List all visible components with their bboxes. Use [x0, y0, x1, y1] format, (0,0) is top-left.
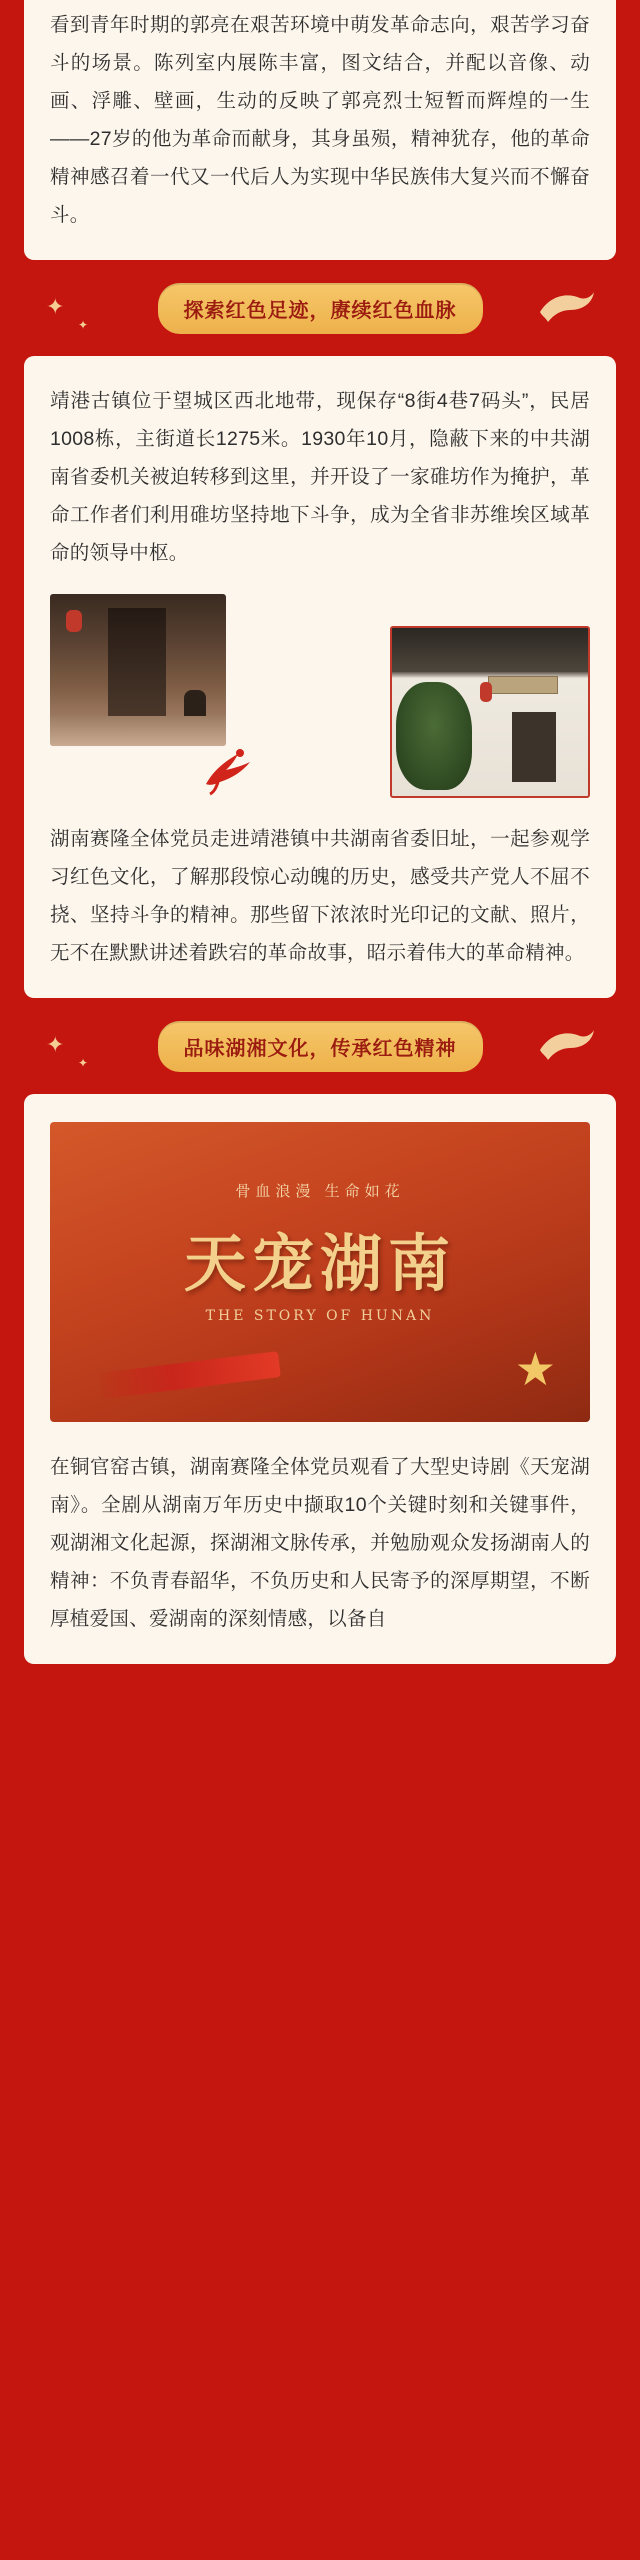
building-sign — [488, 676, 558, 694]
section-heading-2-label: 品味湖湘文化，传承红色精神 — [158, 1021, 483, 1072]
flying-figure-seal-icon — [200, 744, 254, 796]
drama-poster — [50, 1122, 590, 1422]
section-1-paragraph-2: 湖南赛隆全体党员走进靖港镇中共湖南省委旧址，一起参观学习红色文化，了解那段惊心动魄的历史，感受共产党人不屈不挠、坚持斗争的精神。那些留下浓浓时光印记的文献、照片，无不在默默讲述着跌宕的革命故事，昭示着伟大的革命精神。 — [50, 828, 590, 964]
dove-icon — [536, 1024, 596, 1064]
bottom-spacer — [0, 1664, 640, 1682]
ground-shape — [50, 716, 226, 746]
dove-icon — [536, 286, 596, 326]
section-2-card — [24, 1094, 616, 1664]
door-shape — [512, 712, 556, 782]
intro-paragraph: 看到青年时期的郭亮在艰苦环境中萌发革命志向，艰苦学习奋斗的场景。陈列室内展陈丰富，图文结合，并配以音像、动画、浮雕、壁画，生动的反映了郭亮烈士短暂而辉煌的一生——27岁的他为革命而献身，其身虽殒，精神犹存，他的革命精神感召着一代又一代后人为实现中华民族伟大复兴而不懈奋斗。 — [50, 14, 590, 226]
photo-jinggang-street — [50, 594, 226, 746]
lantern-shape — [480, 682, 492, 702]
poster-title: 天宠湖南 — [183, 1227, 456, 1300]
star-icon: ★ — [514, 1343, 556, 1395]
lantern-shape — [66, 610, 82, 632]
section-heading-1 — [0, 260, 640, 356]
poster-english-title: THE STORY OF HUNAN — [205, 1308, 435, 1324]
sparkle-icon: ✦ — [46, 294, 65, 319]
roof-shape — [392, 628, 588, 672]
spacer — [50, 1422, 590, 1448]
photo-provincial-committee-site — [390, 626, 590, 798]
intro-card — [24, 0, 616, 260]
ribbon-decoration — [99, 1351, 281, 1399]
poster-top-line: 骨血浪漫 生命如花 — [235, 1183, 405, 1200]
sparkle-icon: ✦ — [78, 1056, 89, 1070]
section-1-image-row — [50, 594, 590, 794]
section-2-paragraph-1: 在铜官窑古镇，湖南赛隆全体党员观看了大型史诗剧《天宠湖南》。全剧从湖南万年历史中撷取10个关键时刻和关键事件，观湖湘文化起源，探湖湘文脉传承，并勉励观众发扬湖南人的精神：不负青春韶华，不负历史和人民寄予的深厚期望，不断厚植爱国、爱湖南的深刻情感，以备自 — [50, 1456, 590, 1630]
section-heading-2 — [0, 998, 640, 1094]
section-1-card — [24, 356, 616, 998]
sparkle-icon: ✦ — [78, 318, 89, 332]
section-heading-1-label: 探索红色足迹，赓续红色血脉 — [158, 283, 483, 334]
doorway-shape — [108, 608, 166, 716]
section-1-paragraph-1: 靖港古镇位于望城区西北地带，现保存“8街4巷7码头”，民居1008栋，主街道长1275米。1930年10月，隐蔽下来的中共湖南省委机关被迫转移到这里，并开设了一家碓坊作为掩护，革命工作者们利用碓坊坚持地下斗争，成为全省非苏维埃区域革命的领导中枢。 — [50, 390, 590, 564]
tree-shape — [396, 682, 472, 790]
sparkle-icon: ✦ — [46, 1032, 65, 1057]
